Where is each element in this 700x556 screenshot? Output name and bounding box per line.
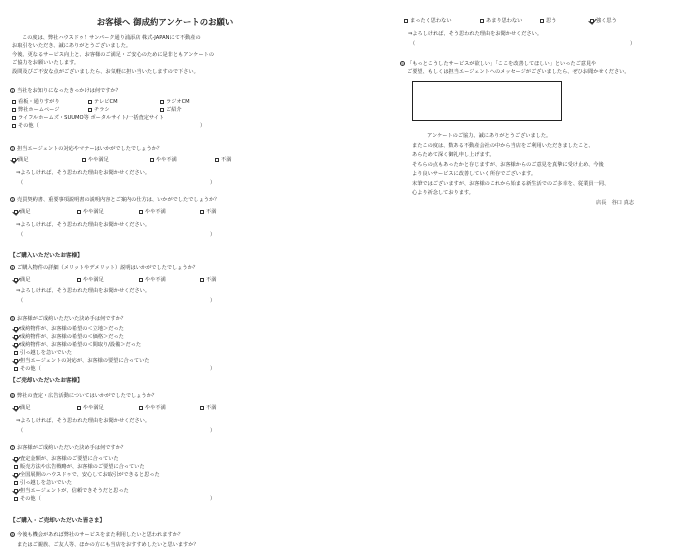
q3-option: 不満 bbox=[206, 209, 217, 215]
question-number: 5 bbox=[11, 317, 14, 321]
q2-option: 不満 bbox=[221, 157, 232, 163]
q1-checkbox[interactable] bbox=[12, 108, 16, 112]
open-paren: （ bbox=[18, 232, 24, 238]
q4-option: 満足 bbox=[20, 277, 31, 283]
question-number: 2 bbox=[11, 147, 14, 151]
q6-option: やや満足 bbox=[83, 405, 104, 411]
q3-checkbox[interactable] bbox=[139, 210, 143, 214]
scale-checkbox-checked[interactable] bbox=[590, 19, 594, 23]
q3-checkbox-checked[interactable] bbox=[14, 210, 18, 214]
q5-checkbox-checked[interactable] bbox=[14, 343, 18, 347]
q1-checkbox[interactable] bbox=[88, 100, 92, 104]
question-number: 3 bbox=[11, 198, 14, 202]
q6-reason: ⇒よろしければ、そう思われた理由をお聞かせください。 bbox=[16, 418, 151, 424]
q6-checkbox[interactable] bbox=[200, 406, 204, 410]
q3-text: 売買契約書、重要事項説明書の説明内容とご案内の仕方は、いかがでしたでしょうか？ bbox=[17, 197, 220, 203]
q4-option: 不満 bbox=[206, 277, 217, 283]
q3-checkbox[interactable] bbox=[77, 210, 81, 214]
open-paren: （ bbox=[410, 41, 416, 47]
q2-reason: ⇒よろしければ、そう思われた理由をお聞かせください。 bbox=[16, 170, 151, 176]
q1-option: ラジオCM bbox=[166, 99, 190, 105]
question-number: 7 bbox=[11, 446, 14, 450]
q5-checkbox[interactable] bbox=[14, 351, 18, 355]
q2-checkbox[interactable] bbox=[82, 158, 86, 162]
q2-option: やや満足 bbox=[88, 157, 109, 163]
q3-reason: ⇒よろしければ、そう思われた理由をお聞かせください。 bbox=[16, 222, 151, 228]
intro-line: 今後、更なるサービス向上と、お客様のご満足・ご安心のために是非ともアンケートの bbox=[12, 52, 215, 58]
q1-checkbox[interactable] bbox=[12, 100, 16, 104]
q8-reason: ⇒よろしければ、そう思われた理由をお聞かせください。 bbox=[408, 31, 543, 37]
question-number: 4 bbox=[11, 266, 14, 270]
q4-option: やや不満 bbox=[145, 277, 166, 283]
q6-option: やや不満 bbox=[145, 405, 166, 411]
intro-line: 設問及びご不安な点がございましたら、お気軽に担い当いたしますので下さい。 bbox=[12, 69, 199, 75]
q1-option: チラシ bbox=[94, 107, 110, 113]
scale-option: 強く思う bbox=[596, 18, 617, 24]
q7-option: 査定金額が、お客様のご要望に合っていた bbox=[20, 456, 119, 462]
intro-line: ご協力をお願いいたします。 bbox=[12, 60, 80, 66]
q5-option: 成約物件が、お客様の希望の＜立地＞だった bbox=[20, 326, 124, 332]
scale-checkbox[interactable] bbox=[480, 19, 484, 23]
q5-option: 成約物件が、お客様の希望の＜間取り/設備＞だった bbox=[20, 342, 142, 348]
q3-option: やや不満 bbox=[145, 209, 166, 215]
q3-option: やや満足 bbox=[83, 209, 104, 215]
closing-line: そちらの点もあったかと存じますが、お客様からのご意見を真摯に受け止め、今後 bbox=[412, 162, 604, 168]
scale-checkbox[interactable] bbox=[404, 19, 408, 23]
q2-option: やや不満 bbox=[156, 157, 177, 163]
q1-option: ライフルホームズ・SUUMO等 ポータルサイト/一括査定サイト bbox=[18, 115, 165, 121]
q1-text: 当社をお知りになったきっかけは何ですか？ bbox=[17, 88, 121, 94]
q1-option: その他（ bbox=[18, 123, 39, 129]
q4-checkbox[interactable] bbox=[200, 278, 204, 282]
intro-line: お取引をいただき、誠にありがとうございました。 bbox=[12, 43, 132, 49]
close-paren: ） bbox=[210, 428, 216, 434]
q2-option: 満足 bbox=[18, 157, 29, 163]
q3-checkbox[interactable] bbox=[200, 210, 204, 214]
q5-checkbox-checked[interactable] bbox=[14, 327, 18, 331]
q1-checkbox[interactable] bbox=[160, 100, 164, 104]
q1-checkbox[interactable] bbox=[88, 108, 92, 112]
q4-text: ご購入物件の詳細（メリットやデメリット）説明はいかがでしたでしょうか？ bbox=[17, 265, 198, 271]
q6-checkbox[interactable] bbox=[77, 406, 81, 410]
open-paren: （ bbox=[18, 180, 24, 186]
close-paren: ） bbox=[200, 123, 206, 129]
q2-checkbox[interactable] bbox=[150, 158, 154, 162]
q6-checkbox-checked[interactable] bbox=[14, 406, 18, 410]
q7-option: 引っ越しを急いでいた bbox=[20, 480, 72, 486]
question-number: 8 bbox=[11, 533, 14, 537]
q2-text: 担当エージェントの対応やマナーはいかがでしたでしょうか？ bbox=[17, 146, 163, 152]
scale-option: あまり思わない bbox=[486, 18, 523, 24]
closing-line: 末筆ではございますが、お客様のこれから始まる新生活でのご多幸を、従業員一同、 bbox=[412, 181, 610, 187]
q7-option: 販売方法や広告戦略が、お客様のご要望に合っていた bbox=[20, 464, 145, 470]
q1-checkbox[interactable] bbox=[12, 124, 16, 128]
q1-option: 弊社ホームページ bbox=[18, 107, 60, 113]
close-paren: ） bbox=[210, 180, 216, 186]
q2-checkbox[interactable] bbox=[215, 158, 219, 162]
q5-checkbox-checked[interactable] bbox=[14, 359, 18, 363]
q2-checkbox-checked[interactable] bbox=[12, 158, 16, 162]
q6-text: 弊社の査定・広告活動についてはいかがでしたでしょうか？ bbox=[17, 393, 157, 399]
scale-checkbox[interactable] bbox=[540, 19, 544, 23]
q4-option: やや満足 bbox=[83, 277, 104, 283]
open-paren: （ bbox=[18, 298, 24, 304]
q5-option: 担当エージェントの対応が、お客様の要望に合っていた bbox=[20, 358, 150, 364]
open-paren: （ bbox=[18, 428, 24, 434]
question-number: 9 bbox=[401, 62, 404, 66]
question-number: 6 bbox=[11, 394, 14, 398]
comment-box[interactable] bbox=[412, 81, 562, 121]
q5-option: 引っ越しを急いでいた bbox=[20, 350, 72, 356]
section-heading: 【ご購入・ご売却いただいた皆さま】 bbox=[10, 518, 106, 524]
q3-option: 満足 bbox=[20, 209, 31, 215]
q7-option: その他（ bbox=[20, 496, 41, 502]
q7-checkbox-checked[interactable] bbox=[14, 457, 18, 461]
closing-line: あらためて深く御礼申し上げます。 bbox=[412, 152, 495, 158]
q1-option: ご紹介 bbox=[166, 107, 182, 113]
intro-line: この度は、弊社ハウスドゥ！サンパーク通り浦添店 株式-JAPANにて不動産の bbox=[22, 35, 201, 41]
close-paren: ） bbox=[210, 366, 216, 372]
q4-checkbox[interactable] bbox=[77, 278, 81, 282]
q9-text: 「もっとこうしたサービスが欲しい」「ここを改善してほしい」といったご意見や bbox=[407, 61, 597, 67]
scale-option: 思う bbox=[546, 18, 557, 24]
close-paren: ） bbox=[210, 496, 216, 502]
q5-option: その他（ bbox=[20, 366, 41, 372]
q7-option: 担当エージェントが、信頼できそうだと思った bbox=[20, 488, 129, 494]
close-paren: ） bbox=[210, 298, 216, 304]
q1-checkbox[interactable] bbox=[12, 116, 16, 120]
q1-option: テレビCM bbox=[94, 99, 118, 105]
question-number: 1 bbox=[11, 89, 14, 93]
q4-checkbox-checked[interactable] bbox=[14, 278, 18, 282]
q4-checkbox[interactable] bbox=[139, 278, 143, 282]
close-paren: ） bbox=[630, 41, 636, 47]
q4-reason: ⇒よろしければ、そう思われた理由をお聞かせください。 bbox=[16, 288, 151, 294]
q5-checkbox-checked[interactable] bbox=[14, 335, 18, 339]
q7-checkbox-checked[interactable] bbox=[14, 473, 18, 477]
q1-option: 看板・通りすがり bbox=[18, 99, 60, 105]
q7-checkbox[interactable] bbox=[14, 497, 18, 501]
q7-checkbox[interactable] bbox=[14, 481, 18, 485]
q8-text: 今後も機会があれば弊社のサービスをまた利用したいと思われますか？ bbox=[17, 532, 184, 538]
q5-option: 成約物件が、お客様の希望の＜価格＞だった bbox=[20, 334, 124, 340]
q7-checkbox-checked[interactable] bbox=[14, 489, 18, 493]
section-heading: 【ご購入いただいたお客様】 bbox=[10, 253, 83, 259]
survey-title: お客様へ 御成約アンケートのお願い bbox=[96, 17, 234, 27]
closing-line: 心より祈念しております。 bbox=[412, 190, 474, 196]
section-heading: 【ご売却いただいたお客様】 bbox=[10, 378, 83, 384]
q6-option: 不満 bbox=[206, 405, 217, 411]
q6-checkbox[interactable] bbox=[139, 406, 143, 410]
q1-checkbox[interactable] bbox=[160, 108, 164, 112]
signature: 店長 谷口 真志 bbox=[596, 200, 634, 206]
q5-text: お客様がご成約いただいた決め手は何ですか？ bbox=[17, 316, 126, 322]
q8-subtext: またはご親族、ご友人等、ほかの方にも当店をおすすめしたいと思いますか？ bbox=[17, 542, 199, 548]
closing-line: より良いサービスに改善していく所存でございます。 bbox=[412, 171, 537, 177]
close-paren: ） bbox=[210, 232, 216, 238]
survey-page-right bbox=[350, 0, 700, 556]
scale-option: まったく思わない bbox=[410, 18, 452, 24]
q7-option: 全国展開のハウスドゥで、安心してお取引ができると思った bbox=[20, 472, 160, 478]
closing-line: またこの度は、数ある不動産会社の中から当店をご利用いただきましたこと、 bbox=[412, 143, 594, 149]
q7-text: お客様がご成約いただいた決め手は何ですか？ bbox=[17, 445, 126, 451]
q9-text: ご要望、もしくは担当エージェントへのメッセージがございましたら、ぜひお聞かせください。 bbox=[407, 69, 630, 75]
q7-checkbox[interactable] bbox=[14, 465, 18, 469]
q5-checkbox[interactable] bbox=[14, 367, 18, 371]
closing-line: アンケートのご協力、誠にありがとうございました。 bbox=[427, 133, 552, 139]
q6-option: 満足 bbox=[20, 405, 31, 411]
